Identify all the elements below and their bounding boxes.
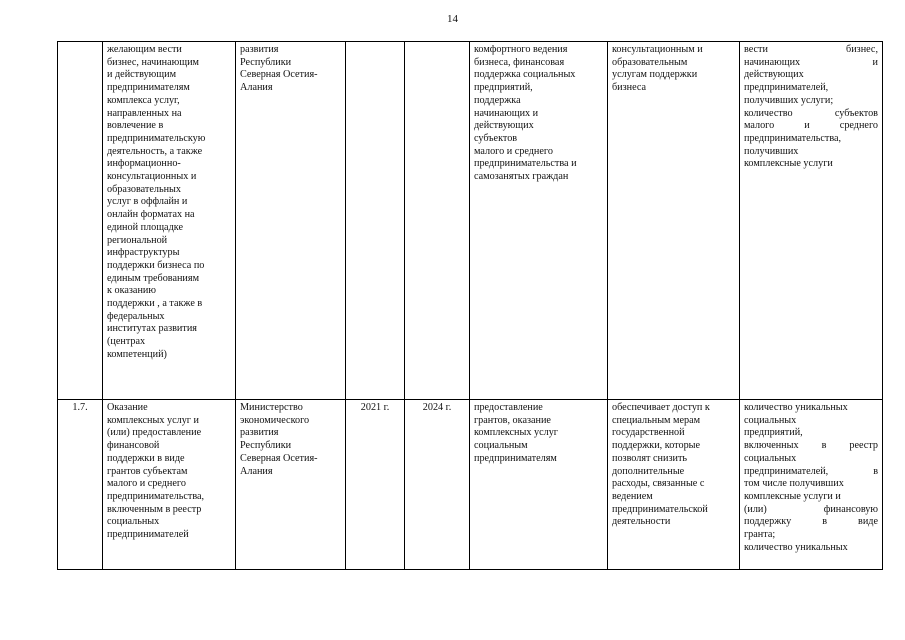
word: действующих bbox=[744, 69, 804, 81]
text-line: предпринимателей bbox=[107, 529, 189, 541]
word: предпринимателей, bbox=[744, 82, 829, 94]
text-line: бизнеса, финансовая bbox=[474, 56, 565, 68]
word: среднего bbox=[839, 120, 878, 132]
text-line: социальных bbox=[107, 516, 160, 528]
word: и bbox=[804, 120, 810, 132]
word: социальных bbox=[744, 452, 797, 464]
link-cell bbox=[608, 400, 740, 570]
text-line: позволят снизить bbox=[612, 452, 688, 464]
text-line: поддержки в виде bbox=[107, 452, 185, 464]
word: включенных bbox=[744, 440, 799, 452]
text-line: экономического bbox=[240, 414, 310, 426]
page-number: 14 bbox=[447, 13, 458, 25]
text-line: поддержка bbox=[474, 94, 521, 106]
text-line: комплексных услуг и bbox=[107, 414, 199, 426]
result-cell bbox=[470, 400, 608, 570]
text-line: предпринимательскую bbox=[107, 132, 206, 144]
text-line: обеспечивает доступ к bbox=[612, 402, 710, 413]
text-line bbox=[744, 69, 878, 82]
word: получивших услуги; bbox=[744, 94, 834, 106]
word: комплексные услуги bbox=[744, 158, 833, 170]
text-line: единой площадке bbox=[107, 221, 183, 233]
text-line bbox=[744, 146, 878, 159]
text-line: информационно- bbox=[107, 158, 181, 170]
executor-cell bbox=[236, 400, 346, 570]
text-line: единым требованиям bbox=[107, 272, 200, 284]
word: в bbox=[822, 516, 827, 528]
text-line bbox=[744, 478, 878, 491]
text-line: образовательным bbox=[612, 56, 688, 68]
text-line: поддержки , а также в bbox=[107, 298, 203, 310]
text-line: предпринимательской bbox=[612, 503, 708, 515]
text-line: предпринимателям bbox=[107, 82, 190, 94]
word: реестр bbox=[849, 440, 878, 452]
text-line: направленных на bbox=[107, 107, 182, 119]
text-line: Алания bbox=[240, 465, 273, 477]
text-line: и действующим bbox=[107, 69, 177, 81]
event-cell bbox=[103, 400, 236, 570]
text-line: малого и среднего bbox=[474, 145, 553, 157]
text-line: специальным мерам bbox=[612, 414, 701, 426]
text-line: Республики bbox=[240, 440, 292, 452]
word: гранта; bbox=[744, 529, 776, 541]
text-line: предоставление bbox=[474, 402, 543, 413]
end-year-cell: 2024 г. bbox=[405, 400, 470, 570]
text-line: поддержки, которые bbox=[612, 440, 701, 452]
word: количество уникальных bbox=[744, 402, 848, 413]
text-line: консультационных и bbox=[107, 171, 197, 183]
text-line: услугам поддержки bbox=[612, 69, 698, 81]
text-line bbox=[744, 133, 878, 146]
word: получивших bbox=[744, 145, 799, 157]
word: в bbox=[873, 465, 878, 477]
text-line: федеральных bbox=[107, 310, 165, 322]
word: предприятий, bbox=[744, 427, 803, 439]
link-cell bbox=[608, 42, 740, 400]
text-line: образовательных bbox=[107, 183, 181, 195]
text-line: Северная Осетия- bbox=[240, 69, 318, 81]
text-line bbox=[744, 504, 878, 517]
text-line: (или) предоставление bbox=[107, 427, 202, 439]
text-line: предпринимательства и bbox=[474, 158, 577, 170]
text-line: комплекса услуг, bbox=[107, 94, 180, 106]
text-line: Оказание bbox=[107, 402, 148, 413]
text-line bbox=[744, 57, 878, 70]
text-line: самозанятых граждан bbox=[474, 171, 569, 183]
text-line: институтах развития bbox=[107, 323, 197, 335]
text-line: включенным в реестр bbox=[107, 503, 202, 515]
text-line: Республики bbox=[240, 56, 292, 68]
text-line: инфраструктуры bbox=[107, 247, 180, 259]
text-line: дополнительные bbox=[612, 465, 685, 477]
start-year-cell bbox=[346, 42, 405, 400]
text-line: Министерство bbox=[240, 402, 303, 413]
text-line: финансовой bbox=[107, 440, 160, 452]
table-row bbox=[58, 400, 883, 570]
text-line: грантов субъектам bbox=[107, 465, 188, 477]
text-line: действующих bbox=[474, 120, 534, 132]
text-line: развития bbox=[240, 427, 279, 439]
text-line bbox=[744, 542, 878, 555]
text-line bbox=[744, 453, 878, 466]
text-line: деятельность, а также bbox=[107, 145, 203, 157]
text-line: Алания bbox=[240, 82, 273, 94]
text-line bbox=[744, 108, 878, 121]
text-line: субъектов bbox=[474, 132, 518, 144]
text-line bbox=[744, 427, 878, 440]
indicator-cell bbox=[740, 400, 883, 570]
word: предпринимателей, bbox=[744, 465, 829, 477]
text-line: ведением bbox=[612, 490, 653, 502]
word: малого bbox=[744, 120, 775, 132]
word: субъектов bbox=[834, 107, 878, 119]
word: том числе получивших bbox=[744, 478, 844, 490]
indicator-cell bbox=[740, 42, 883, 400]
text-line: онлайн форматах на bbox=[107, 209, 195, 221]
text-line: вовлечение в bbox=[107, 120, 164, 132]
text-line: бизнеса bbox=[612, 82, 647, 94]
text-line bbox=[744, 466, 878, 479]
word: социальных bbox=[744, 414, 797, 426]
text-line bbox=[744, 158, 878, 171]
text-line: государственной bbox=[612, 427, 685, 439]
text-line: бизнес, начинающим bbox=[107, 56, 199, 68]
text-line: расходы, связанные с bbox=[612, 478, 705, 490]
word: количество bbox=[744, 107, 793, 119]
event-cell bbox=[103, 42, 236, 400]
text-line bbox=[744, 440, 878, 453]
word: бизнес, bbox=[846, 44, 878, 55]
text-line bbox=[744, 44, 878, 57]
text-line: грантов, оказание bbox=[474, 414, 551, 426]
text-line: социальным bbox=[474, 440, 528, 452]
word: вести bbox=[744, 44, 768, 55]
word: и bbox=[872, 56, 878, 68]
text-line bbox=[744, 120, 878, 133]
row-number-cell: 1.7. bbox=[58, 400, 103, 570]
table-row bbox=[58, 42, 883, 400]
end-year-cell bbox=[405, 42, 470, 400]
executor-cell bbox=[236, 42, 346, 400]
start-year-cell: 2021 г. bbox=[346, 400, 405, 570]
text-line bbox=[744, 516, 878, 529]
text-line: предпринимателям bbox=[474, 452, 557, 464]
word: в bbox=[821, 440, 827, 452]
text-line: к оказанию bbox=[107, 285, 156, 297]
text-line bbox=[744, 95, 878, 108]
text-line: компетенций) bbox=[107, 348, 167, 360]
text-line: услуг в оффлайн и bbox=[107, 196, 188, 208]
word: предпринимательства, bbox=[744, 132, 842, 144]
text-line: предприятий, bbox=[474, 82, 533, 94]
text-line: поддержки бизнеса по bbox=[107, 259, 205, 271]
word: начинающих bbox=[744, 56, 801, 68]
word: (или) bbox=[744, 503, 767, 515]
text-line: Северная Осетия- bbox=[240, 452, 318, 464]
text-line: развития bbox=[240, 44, 279, 55]
text-line: региональной bbox=[107, 234, 168, 246]
word: виде bbox=[858, 516, 878, 528]
text-line: начинающих и bbox=[474, 107, 539, 119]
text-line bbox=[744, 491, 878, 504]
text-line: комфортного ведения bbox=[474, 44, 568, 55]
result-cell bbox=[470, 42, 608, 400]
measures-table bbox=[57, 41, 883, 570]
word: финансовую bbox=[823, 503, 878, 515]
text-line: (центрах bbox=[107, 336, 146, 348]
text-line: предпринимательства, bbox=[107, 490, 205, 502]
row-number-cell bbox=[58, 42, 103, 400]
text-line: деятельности bbox=[612, 516, 671, 528]
text-line: малого и среднего bbox=[107, 478, 186, 490]
text-line: поддержка социальных bbox=[474, 69, 576, 81]
text-line bbox=[744, 82, 878, 95]
word: комплексные услуги и bbox=[744, 490, 841, 502]
text-line: консультационным и bbox=[612, 44, 703, 55]
text-line bbox=[744, 415, 878, 428]
text-line: желающим вести bbox=[107, 44, 182, 55]
word: количество уникальных bbox=[744, 541, 848, 553]
text-line: комплексных услуг bbox=[474, 427, 558, 439]
word: поддержку bbox=[744, 516, 792, 528]
text-line bbox=[744, 529, 878, 542]
text-line bbox=[744, 402, 878, 415]
